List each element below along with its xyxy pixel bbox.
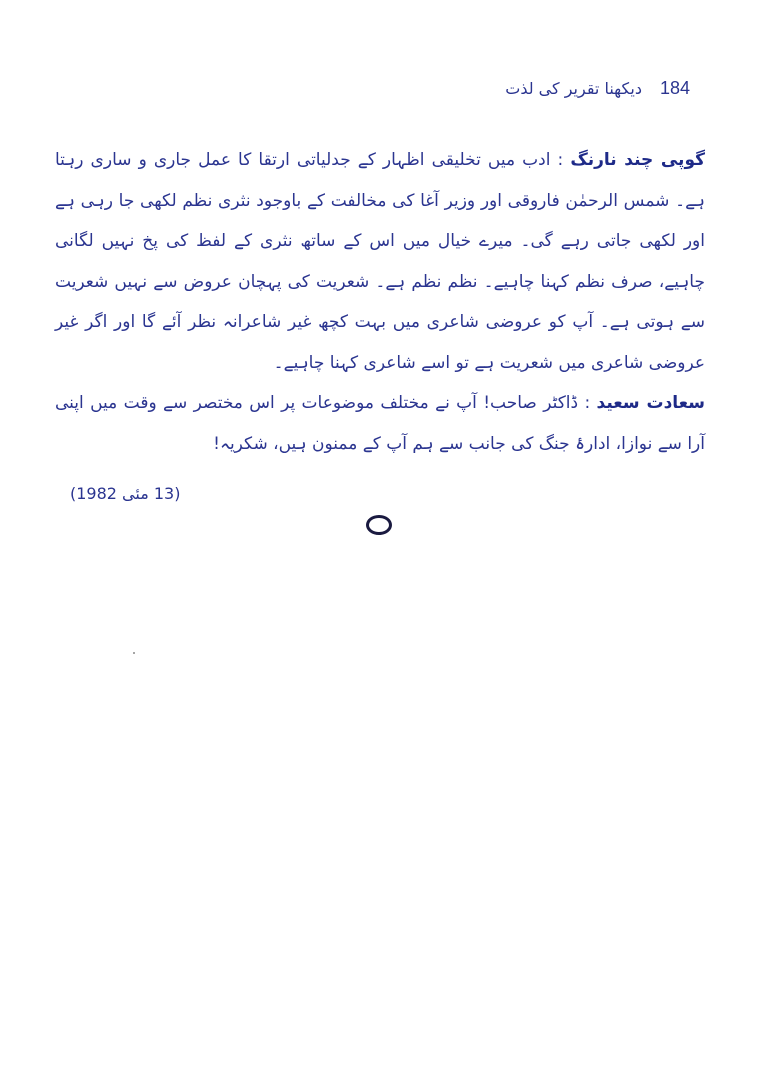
scan-speck (133, 652, 135, 654)
speaker-separator: : (578, 393, 597, 413)
page-header (480, 70, 690, 106)
paragraph-text: ادب میں تخلیقی اظہار کے جدلیاتی ارتقا کا عمل جاری و ساری رہتا ہے۔ شمس الرحمٰن فاروقی اور وزیر آغا کی مخالفت کے باوجود نثری نظم لکھی جا رہی ہے اور لکھی جاتی رہے گی۔ میرے خیال میں اس کے ساتھ نثری کے لفظ کی پخ نہیں لگانی چاہیے، صرف نظم کہنا چاہیے۔ نظم نظم ہے۔ شعریت کی پہچان عروض سے نہیں شعریت سے ہوتی ہے۔ آپ کو عروضی شاعری میں بہت کچھ غیر شاعرانہ نظر آئے گا اور اگر غیر عروضی شاعری میں شعریت ہے تو اسے شاعری کہنا چاہیے۔ (55, 150, 705, 373)
paragraph-narang (55, 140, 705, 383)
date-line: (13 مئی 1982) (70, 484, 181, 503)
interview-content (55, 140, 705, 464)
speaker-name: گوپی چند نارنگ (570, 150, 705, 170)
page-number: 184 (659, 77, 690, 98)
speaker-separator: : (550, 150, 571, 170)
running-title: دیکھنا تقریر کی لذت (505, 78, 642, 98)
speaker-name: سعادت سعید (596, 393, 705, 413)
paragraph-text: ڈاکٹر صاحب! آپ نے مختلف موضوعات پر اس مختصر سے وقت میں اپنی آرا سے نوازا، ادارۂ جنگ کی جانب سے ہم آپ کے ممنون ہیں، شکریہ! (55, 393, 705, 454)
end-of-section-mark (366, 515, 392, 535)
paragraph-saeed (55, 383, 705, 464)
